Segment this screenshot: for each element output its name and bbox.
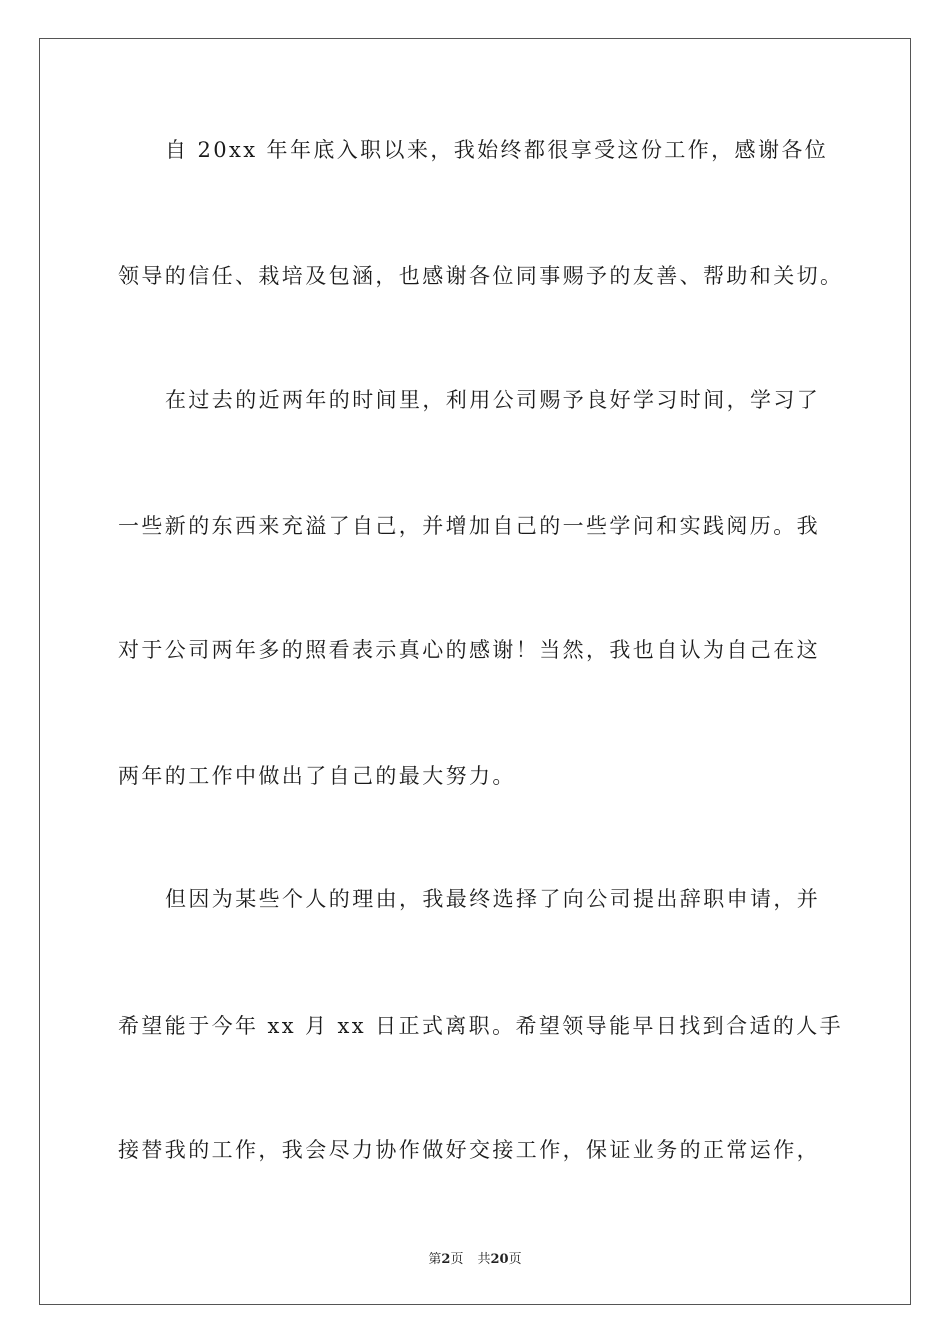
total-suffix: 页 (508, 1252, 522, 1267)
paragraph-line: 接替我的工作，我会尽力协作做好交接工作，保证业务的正常运作， (118, 1138, 820, 1162)
page-footer (0, 1248, 950, 1267)
paragraph-line: 领导的信任、栽培及包涵，也感谢各位同事赐予的友善、帮助和关切。 (118, 264, 844, 288)
paragraph-line: 一些新的东西来充溢了自己，并增加自己的一些学问和实践阅历。我 (118, 514, 820, 538)
page-prefix: 第 (428, 1252, 442, 1267)
page-total: 20 (490, 1252, 509, 1267)
paragraph-line: 在过去的近两年的时间里，利用公司赐予良好学习时间，学习了 (165, 388, 821, 412)
paragraph-line: 对于公司两年多的照看表示真心的感谢！当然，我也自认为自己在这 (118, 638, 820, 662)
page-border (39, 38, 911, 1305)
paragraph-line: 但因为某些个人的理由，我最终选择了向公司提出辞职申请，并 (165, 887, 821, 911)
paragraph-line: 希望能于今年 xx 月 xx 日正式离职。希望领导能早日找到合适的人手 (118, 1014, 844, 1038)
total-prefix: 共 (477, 1252, 491, 1267)
page-suffix: 页 (450, 1252, 464, 1267)
page-current: 2 (441, 1252, 451, 1267)
paragraph-line: 两年的工作中做出了自己的最大努力。 (118, 764, 516, 788)
paragraph-line: 自 20xx 年年底入职以来，我始终都很享受这份工作，感谢各位 (165, 138, 829, 162)
